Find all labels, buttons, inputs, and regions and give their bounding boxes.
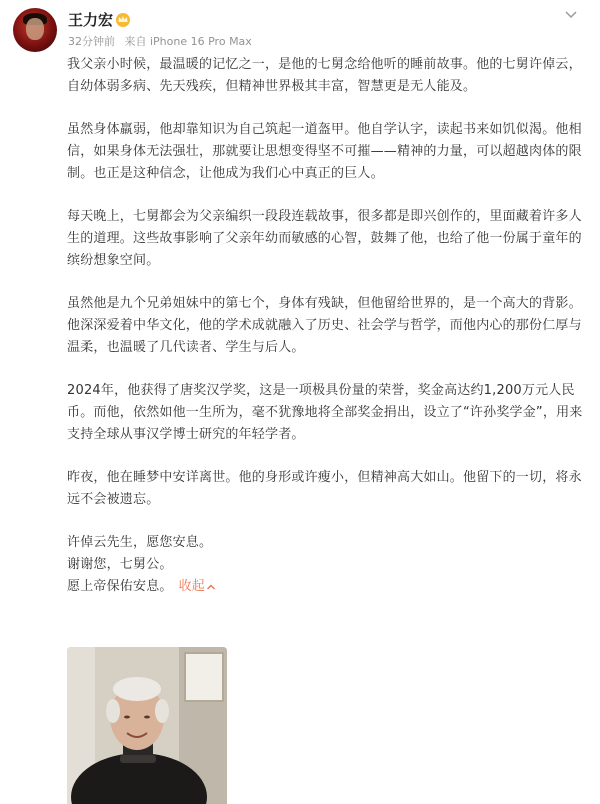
paragraph: 2024年，他获得了唐奖汉学奖，这是一项极具份量的荣誉，奖金高达约1,200万元人民币。而他，依然如他一生所为，毫不犹豫地将全部奖金捐出，设立了“许孙奖学金”，用来支持全球从事汉学博士研究的年轻学者。 (67, 383, 583, 442)
avatar[interactable] (13, 8, 57, 52)
closing-line: 许倬云先生，愿您安息。 (67, 535, 213, 550)
collapse-button[interactable] (179, 579, 217, 594)
author-name[interactable]: 王力宏 (68, 11, 114, 29)
paragraph: 每天晚上，七舅都会为父亲编织一段段连载故事，很多都是即兴创作的，里面藏着许多人生的道理。这些故事影响了父亲年幼而敏感的心智，鼓舞了他，也给了他一份属于童年的缤纷想象空间。 (67, 209, 582, 268)
post-source: 来自 iPhone 16 Pro Max (124, 35, 252, 48)
closing-line: 愿上帝保佑安息。 (67, 579, 173, 594)
avatar-face (26, 18, 44, 40)
paragraph: 昨夜，他在睡梦中安详离世。他的身形或许瘦小，但精神高大如山。他留下的一切，将永远不会被遗忘。 (67, 470, 582, 507)
post-time[interactable]: 32分钟前 (68, 35, 115, 48)
chevron-up-icon (205, 581, 217, 593)
paragraph: 虽然他是九个兄弟姐妹中的第七个，身体有残缺，但他留给世界的，是一个高大的背影。他深深爱着中华文化，他的学术成就融入了历史、社会学与哲学，而他内心的那份仁厚与温柔，也温暖了几代读者、学生与后人。 (67, 296, 582, 355)
closing-line-with-collapse (67, 576, 585, 598)
paragraph: 虽然身体羸弱，他却靠知识为自己筑起一道盔甲。他自学认字，读起书来如饥似渴。他相信，如果身体无法强壮，那就要让思想变得坚不可摧——精神的力量，可以超越肉体的限制。也正是这种信念，让他成为我们心中真正的巨人。 (67, 122, 582, 181)
closing-line: 谢谢您，七舅公。 (67, 557, 173, 572)
post-header (0, 0, 600, 54)
portrait-photo (67, 647, 227, 804)
crown-badge-icon (114, 11, 132, 27)
post-photo[interactable] (67, 647, 227, 804)
paragraph: 我父亲小时候，最温暖的记忆之一，是他的七舅念给他听的睡前故事。他的七舅许倬云，自幼体弱多病、先天残疾，但精神世界极其丰富，智慧更是无人能及。 (67, 57, 582, 94)
post-body (67, 54, 585, 598)
chevron-down-icon[interactable] (563, 6, 579, 22)
post-meta (68, 34, 258, 50)
collapse-label: 收起 (178, 579, 206, 594)
